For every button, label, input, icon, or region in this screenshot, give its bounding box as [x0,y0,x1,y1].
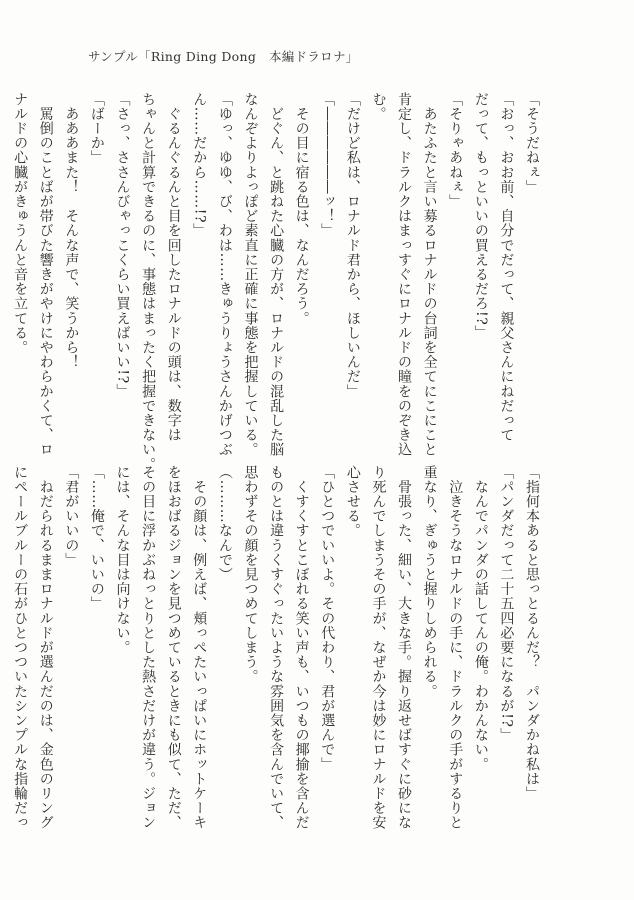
text-line: 「さっ、ささんびゃっこくらい買えばいい!?」 [114,92,131,399]
text-line: 肯定し、ドラルクはまっすぐにロナルドの瞳をのぞき込 [396,92,413,457]
text-line: をほおばるジョンを見つめているときにも似て、ただ、 [165,465,182,830]
text-line: 「おっ、おお前、自分でだって、親父さんにねだって [498,92,515,443]
text-line: 骨張った、細い、大きな手。握り返せばすぐに砂にな [396,465,413,830]
text-line: ん……だから……!?」 [191,92,208,238]
text-line: 「ひとつでいいよ。その代わり、君が選んで」 [319,465,336,772]
running-header: サンプル「Ring Ding Dong 本編ドラロナ」 [88,49,359,64]
text-line: 思わずその顔を見つめてしまう。 [242,465,259,684]
text-line: には、そんな目は向けない。 [114,465,131,655]
text-line: 「そうだねぇ」 [524,92,540,195]
text-line: 心させる。 [344,465,361,538]
text-line: くすくすとこぼれる笑い声も、いつもの揶揄を含んだ [293,465,310,830]
text-line: （………なんで） [216,465,233,582]
text-line: 罵倒のことばが帯びた響きがやけにやわらかくて、ロ [37,92,54,457]
lower-text-block [12,465,544,830]
text-line: 「君がいいの」 [63,465,80,568]
text-line: ものとは違うくすぐったいような雰囲気を含んでいて、 [268,465,285,830]
text-line: ねだられるままロナルドが選んだのは、金色のリング [37,465,54,830]
text-line: だって、もっといいの買えるだろ!?」 [472,92,489,340]
text-line: り死んでしまうその手が、なぜか今は妙にロナルドを安 [370,465,387,830]
text-line: 重なり、ぎゅうと握りしめられる。 [421,465,438,699]
text-line: 「――――――ッ！」 [319,92,336,238]
text-line: む。 [370,92,387,122]
text-line: 「ばーか」 [88,92,105,165]
text-line: その目に浮かぶねっとりとした熱さだけが違う。ジョン [140,465,157,830]
text-line: どぐん、と跳ねた心臓の方が、ロナルドの混乱した脳 [268,92,285,457]
text-line: あああまた！ そんな声で、笑うから！ [63,92,80,370]
text-line: その目に宿る色は、なんだろう。 [293,92,310,326]
text-line: あたふたと言い募るロナルドの台詞を全てにこにこと [421,92,438,457]
text-line: 「……俺で、いいの」 [88,465,105,611]
text-line: 「だけど私は、ロナルド君から、ほしいんだ」 [344,92,361,399]
text-line: その顔は、例えば、頬っぺたいっぱいにホットケーキ [191,465,208,830]
text-line: 「そりゃあねぇ」 [447,92,464,209]
text-line: ぐるんぐるんと目を回したロナルドの頭は、数字は [165,92,182,443]
text-line: にペールブルーの石がひとつついたシンプルな指輪だっ [12,465,29,830]
text-line: なんでパンダの話してんの俺。わかんない。 [472,465,489,772]
text-line: 泣きそうなロナルドの手に、ドラルクの手がするりと [447,465,464,830]
text-line: 「指何本あると思っとるんだ？ パンダかね私は」 [524,465,540,801]
text-line: 「ゆっ、ゆゆ、び、わは……きゅうりょうさんかげつぶ [216,92,233,457]
text-line: 「パンダだって二十五四必要になるが!?」 [498,465,515,743]
text-line: ちゃんと計算できるのに、事態はまったく把握できない。 [140,92,157,472]
upper-text-block [12,92,544,472]
text-line: なんぞよりよっぽど素直に正確に事態を把握している。 [242,92,259,457]
text-line: ナルドの心臓がきゅうんと音を立てる。 [12,92,29,355]
